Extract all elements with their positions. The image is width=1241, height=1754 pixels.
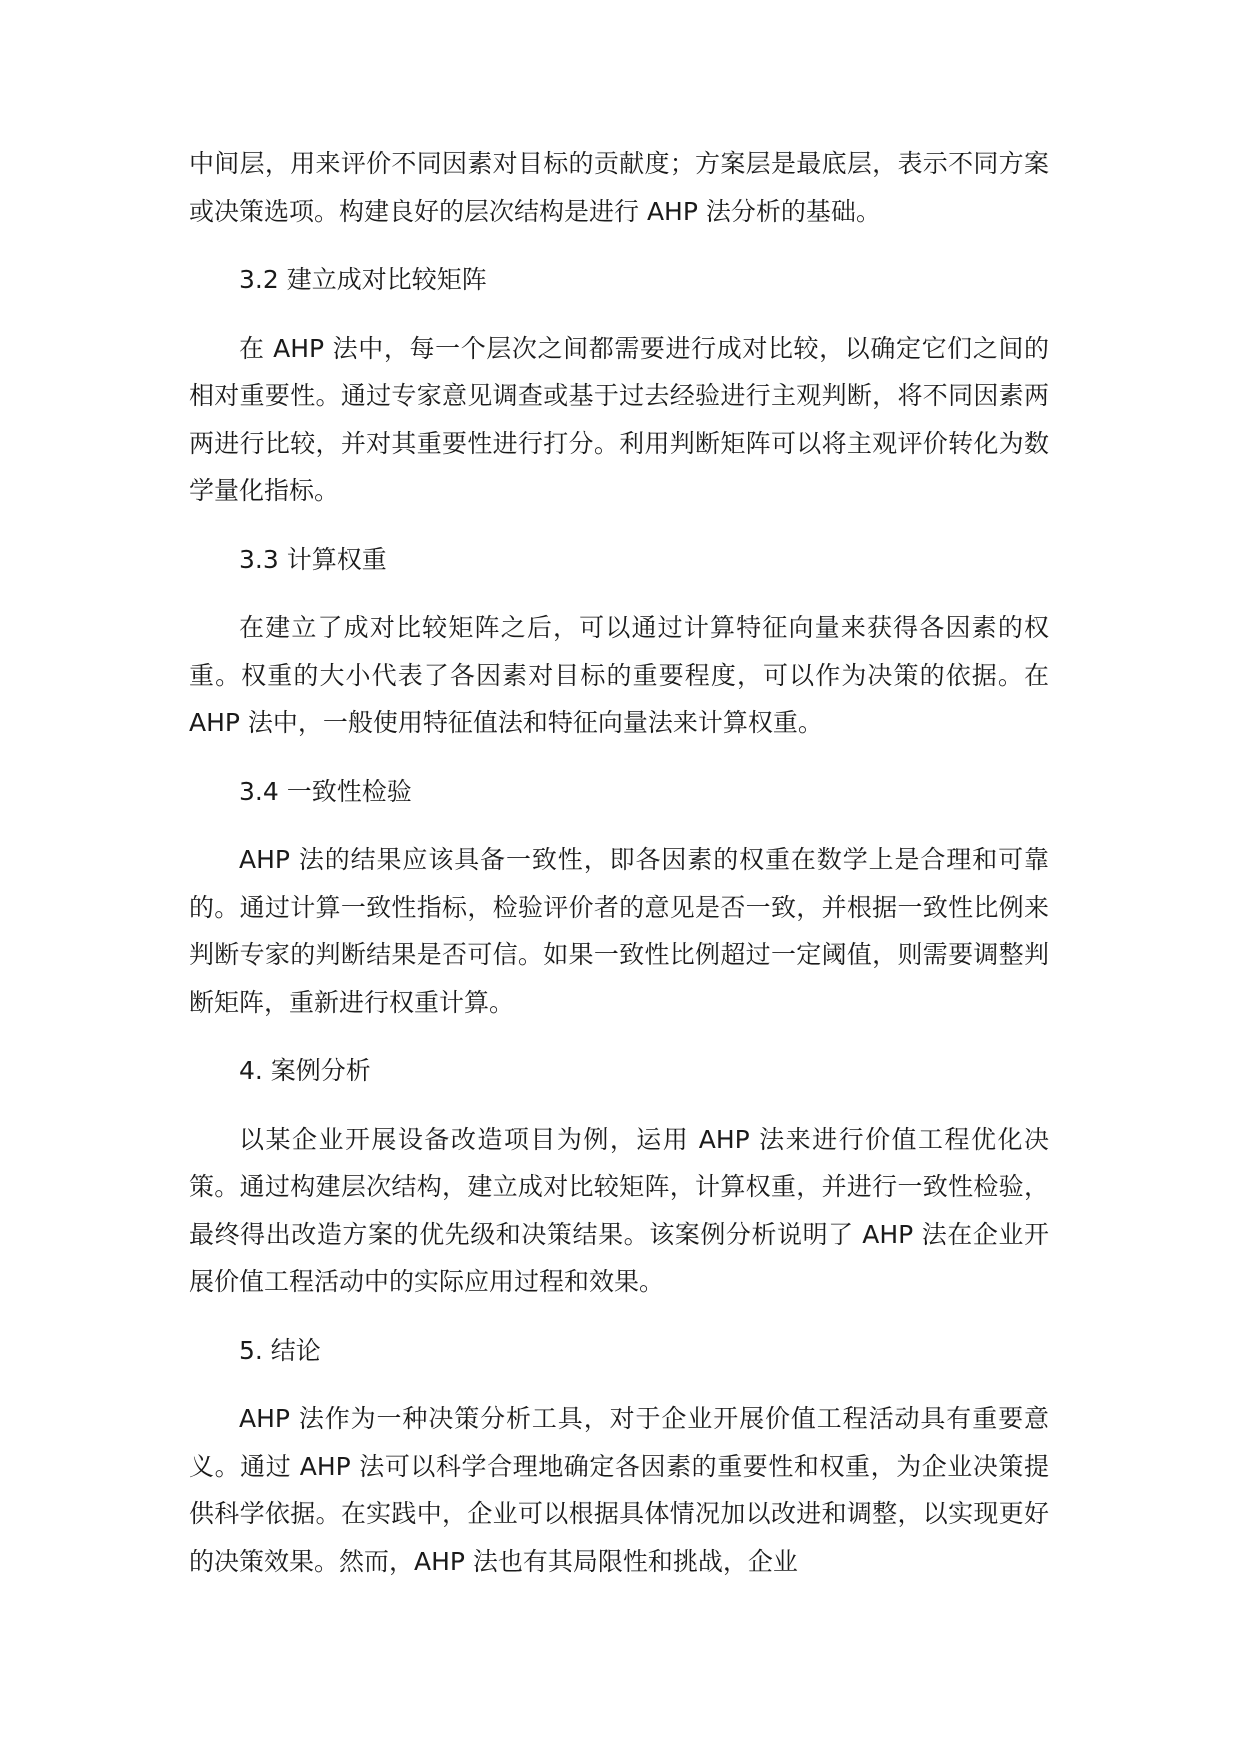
- paragraph-pairwise-comparison: 在 AHP 法中，每一个层次之间都需要进行成对比较，以确定它们之间的相对重要性。通过专家意见调查或基于过去经验进行主观判断，将不同因素两两进行比较，并对其重要性进行打分。利用判断矩阵可以将主观评价转化为数学量化指标。: [189, 333, 1049, 505]
- heading-4: 4. 案例分析: [239, 1056, 371, 1085]
- paragraph-consistency-check: AHP 法的结果应该具备一致性，即各因素的权重在数学上是合理和可靠的。通过计算一致性指标，检验评价者的意见是否一致，并根据一致性比例来判断专家的判断结果是否可信。如果一致性比例超过一定阈值，则需要调整判断矩阵，重新进行权重计算。: [189, 845, 1049, 1017]
- paragraph-weight-calculation: 在建立了成对比较矩阵之后，可以通过计算特征向量来获得各因素的权重。权重的大小代表了各因素对目标的重要程度，可以作为决策的依据。在 AHP 法中，一般使用特征值法和特征向量法来计算权重。: [189, 613, 1049, 737]
- heading-3-4: 3.4 一致性检验: [239, 776, 412, 806]
- heading-5: 5. 结论: [239, 1335, 321, 1365]
- heading-3-2: 3.2 建立成对比较矩阵: [239, 265, 487, 294]
- paragraph-case-study: 以某企业开展设备改造项目为例，运用 AHP 法来进行价值工程优化决策。通过构建层次结构，建立成对比较矩阵，计算权重，并进行一致性检验，最终得出改造方案的优先级和决策结果。该案例分析说明了 AHP 法在企业开展价值工程活动中的实际应用过程和效果。: [189, 1124, 1049, 1296]
- document-page: [189, 140, 1049, 1606]
- paragraph-hierarchy-continuation: 中间层，用来评价不同因素对目标的贡献度；方案层是最底层，表示不同方案或决策选项。构建良好的层次结构是进行 AHP 法分析的基础。: [189, 149, 1049, 226]
- paragraph-conclusion: AHP 法作为一种决策分析工具，对于企业开展价值工程活动具有重要意义。通过 AHP 法可以科学合理地确定各因素的重要性和权重，为企业决策提供科学依据。在实践中，企业可以根据具体情况加以改进和调整，以实现更好的决策效果。然而，AHP 法也有其局限性和挑战，企业: [189, 1404, 1049, 1576]
- heading-3-3: 3.3 计算权重: [239, 544, 387, 574]
